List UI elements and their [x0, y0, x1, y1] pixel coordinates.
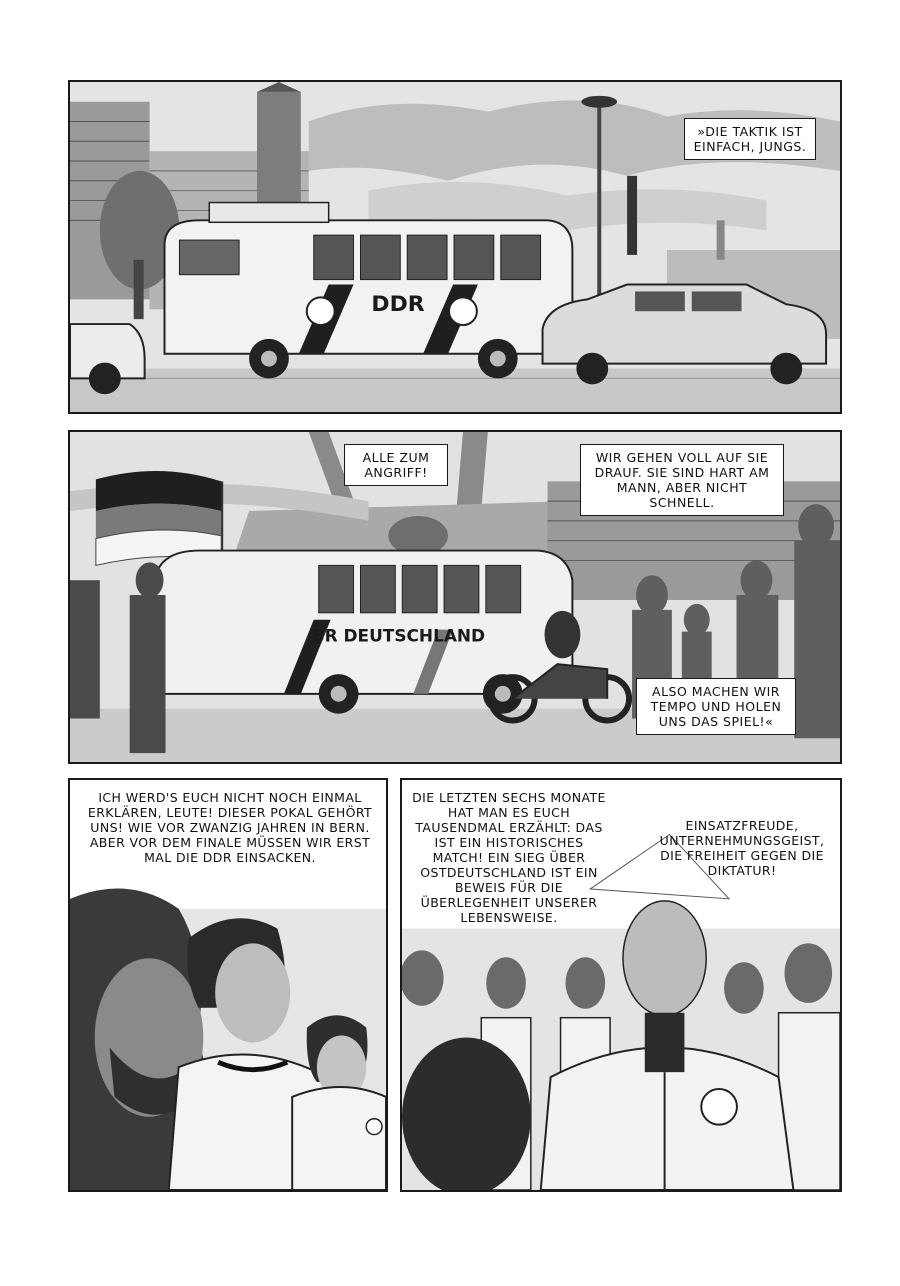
- panel-2-caption-left: ALLE ZUM ANGRIFF!: [344, 444, 448, 486]
- panel-2-caption-right: WIR GEHEN VOLL AUF SIE DRAUF. SIE SIND HART AM MANN, ABER NICHT SCHNELL.: [580, 444, 784, 516]
- panel-4: [400, 778, 842, 1192]
- panel-1-caption: »DIE TAKTIK IST EINFACH, JUNGS.: [684, 118, 816, 160]
- panel-3: [68, 778, 388, 1192]
- bus-brd-label: BR DEUTSCHLAND: [311, 625, 486, 646]
- panel-2-caption-bottom: ALSO MACHEN WIR TEMPO UND HOLEN UNS DAS SPIEL!«: [636, 678, 796, 735]
- panel-1: [68, 80, 842, 414]
- panel-4-text-left: DIE LETZTEN SECHS MONATE HAT MAN ES EUCH TAUSENDMAL ERZÄHLT: DAS IST EIN HISTORISCHES MATCH! EIN SIEG ÜBER OSTDEUTSCHLAND IST EIN BEWEIS FÜR DIE ÜBERLEGENHEIT UNSERER LEBENSWEISE.: [412, 790, 606, 925]
- panel-2: [68, 430, 842, 764]
- panel-3-text: ICH WERD'S EUCH NICHT NOCH EINMAL ERKLÄREN, LEUTE! DIESER POKAL GEHÖRT UNS! WIE VOR ZWANZIG JAHREN IN BERN. ABER VOR DEM FINALE MÜSSEN WIR ERST MAL DIE DDR EINSACKEN.: [87, 790, 373, 865]
- panel-4-text-right: EINSATZFREUDE, UNTERNEHMUNGSGEIST, DIE FREIHEIT GEGEN DIE DIKTATUR!: [659, 818, 825, 878]
- bus-ddr-label: DDR: [371, 292, 425, 318]
